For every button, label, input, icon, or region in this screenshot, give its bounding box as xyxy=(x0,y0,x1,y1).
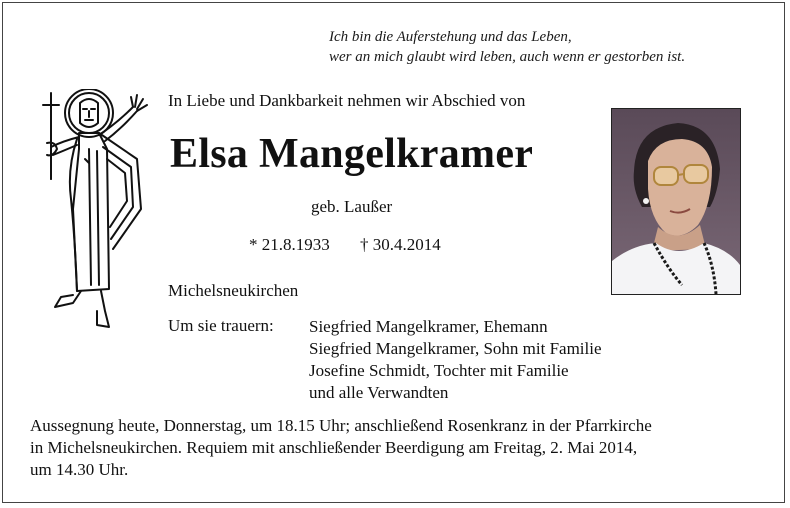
birth-date: * 21.8.1933 xyxy=(249,235,330,254)
service-line: Aussegnung heute, Donnerstag, um 18.15 Uhr; anschließend Rosenkranz in der Pfarrkirche xyxy=(30,416,652,435)
portrait-photo xyxy=(611,108,741,295)
birth-name: geb. Laußer xyxy=(311,197,393,216)
verse-line-2: wer an mich glaubt wird leben, auch wenn er gestorben ist. xyxy=(329,49,686,65)
obituary-notice xyxy=(2,2,785,503)
mourner-line: Siegfried Mangelkramer, Sohn mit Familie xyxy=(309,339,602,358)
mourners-label: Um sie trauern: xyxy=(168,316,274,335)
mourner-line: Josefine Schmidt, Tochter mit Familie xyxy=(309,361,569,380)
intro-text: In Liebe und Dankbarkeit nehmen wir Abschied von xyxy=(168,91,526,110)
service-line: in Michelsneukirchen. Requiem mit anschließender Beerdigung am Freitag, 2. Mai 2014, xyxy=(30,438,638,457)
death-date: † 30.4.2014 xyxy=(360,235,441,254)
service-line: um 14.30 Uhr. xyxy=(30,460,129,479)
life-dates xyxy=(249,235,441,255)
mourner-line: Siegfried Mangelkramer, Ehemann xyxy=(309,317,548,336)
mourner-line: und alle Verwandten xyxy=(309,383,449,402)
verse-line-1: Ich bin die Auferstehung und das Leben, xyxy=(329,29,572,45)
service-details xyxy=(30,415,770,481)
place-name: Michelsneukirchen xyxy=(168,281,299,300)
deceased-name: Elsa Mangelkramer xyxy=(170,131,534,177)
risen-christ-icon xyxy=(37,89,161,329)
bible-verse xyxy=(329,27,685,67)
mourners-list xyxy=(309,316,602,404)
